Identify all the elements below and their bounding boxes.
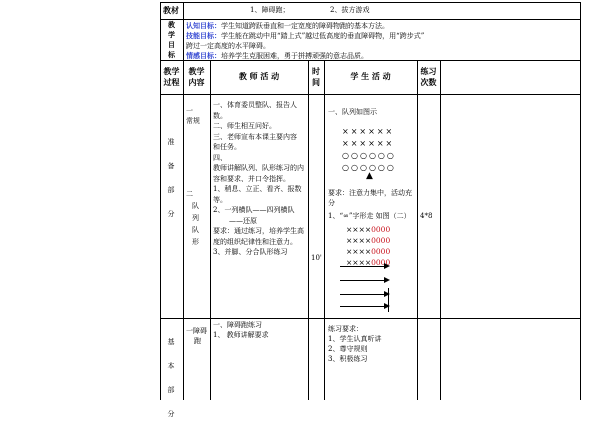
cross-row (346, 224, 390, 235)
objectives-list (186, 21, 576, 61)
objective-label: 情感目标： (186, 51, 221, 60)
formation-row: ○○○○○○ (342, 163, 396, 172)
col-header-count (417, 66, 440, 88)
circle-marks: 0000 (371, 225, 391, 234)
teacher-line: 容和要求、并口令指挥。 (213, 174, 290, 183)
stage-basic (165, 330, 177, 426)
title-label: 教材 (163, 5, 179, 15)
content-text: 队 (192, 226, 199, 234)
teacher-line: 数。 (213, 111, 227, 120)
prep-teacher-activity (213, 100, 307, 258)
objective-text: 跨过一定高度的水平障碍。 (186, 42, 270, 50)
teacher-line: 三、老师宣布本课主要内容 (213, 132, 297, 141)
stage-char: 部 (167, 186, 175, 194)
cross-marks: ×××× (346, 258, 372, 267)
col-line-6 (440, 60, 441, 400)
stage-char: 分 (167, 410, 175, 418)
teacher-line: 1、 教师讲解要求 (213, 331, 269, 339)
col-line-3 (308, 60, 309, 400)
teacher-line: 四、 (213, 153, 227, 162)
header-text: 间 (312, 77, 320, 87)
student-line: 2、尊守规则 (328, 345, 368, 353)
col-line-7 (580, 2, 581, 400)
header-text: 过程 (163, 77, 180, 87)
teacher-line: 要求：通过练习，培养学生高 (213, 227, 304, 235)
border-top (160, 2, 580, 3)
col-line-2 (210, 60, 211, 400)
teacher-line: 等。 (213, 195, 227, 204)
header-text: 内容 (188, 77, 205, 87)
formation-row: ○○○○○○ (342, 151, 396, 160)
side-char: 学 (168, 30, 175, 39)
teacher-line: 二、师生相互问好。 (213, 122, 276, 130)
header-text: 教学 (188, 66, 205, 76)
teacher-line: 教师讲解队列、队形练习的内 (213, 164, 304, 172)
content-text: 一障碍 (186, 327, 207, 335)
teacher-line: 1、稍息、立正、看齐、报数 (213, 185, 302, 193)
basic-student-activity (328, 324, 381, 364)
stage-char: 备 (167, 162, 175, 170)
col-header-time (308, 66, 324, 88)
cross-row (346, 235, 390, 246)
objective-text: 培养学生克服困难，勇于拼搏顽强的意志品质。 (221, 52, 368, 60)
formation-row: ×××××× (342, 127, 395, 136)
circle-marks: 0000 (371, 247, 391, 256)
header-text: 时 (312, 66, 320, 76)
student-line: 1、学生认真听讲 (328, 335, 382, 343)
stage-char: 准 (167, 138, 175, 146)
student-formation-title: 一、队列如图示 (328, 108, 377, 116)
content-text: 跑 (194, 337, 201, 345)
arrow-connector-icon (388, 288, 389, 312)
side-char: 目 (168, 40, 175, 49)
border-row1 (160, 19, 580, 20)
circle-marks: 0000 (371, 258, 391, 267)
content-text: 队 (192, 202, 199, 210)
arrow-right-icon (340, 280, 388, 281)
teacher-line: 一、障碍跑练习 (213, 321, 262, 329)
objectives-side-label (160, 20, 183, 60)
teacher-line: 和任务。 (213, 143, 241, 151)
col-line-5 (417, 60, 418, 400)
col-header-teacher: 教 师 活 动 (238, 71, 280, 81)
cross-marks: ×××× (346, 247, 372, 256)
arrow-right-icon (340, 306, 388, 307)
stage-char: 部 (167, 386, 175, 394)
cross-row (346, 246, 390, 257)
objective-label: 认知目标： (186, 21, 221, 30)
prep-count: 4*8 (420, 212, 433, 220)
arrow-right-icon (340, 266, 388, 267)
teacher-triangle-icon: ▲ (366, 171, 373, 181)
side-char: 教 (168, 20, 175, 29)
stage-prep (165, 130, 177, 226)
requirement-line: 要求：注意力集中，活动充 (328, 189, 412, 197)
header-text: 教学 (163, 66, 180, 76)
stage-char: 分 (167, 210, 175, 218)
teacher-line: 度的组织纪律性和注意力。 (213, 237, 297, 246)
circle-marks: 0000 (371, 236, 391, 245)
content-text: 列 (192, 214, 199, 222)
basic-teacher-activity (213, 320, 269, 340)
content-text: 一 (186, 107, 193, 115)
teacher-line: 3、并脚、分合队形练习 (213, 248, 288, 256)
col-header-process (160, 66, 183, 88)
content-text: 常规 (186, 117, 200, 125)
formation-row: ×××××× (342, 139, 395, 148)
objective-item (186, 41, 576, 51)
cross-marks: ×××× (346, 236, 372, 245)
objective-item (186, 31, 576, 41)
header-text: 次数 (420, 77, 437, 87)
student-requirement (328, 188, 412, 208)
objective-item (186, 51, 576, 61)
objective-label: 技能目标： (186, 31, 221, 40)
header-text: 练习 (420, 66, 437, 76)
cross-formation (346, 224, 390, 268)
formation-diagram (342, 126, 396, 174)
student-line: 3、积极练习 (328, 355, 368, 363)
col-line-0 (160, 2, 161, 400)
side-char: 标 (168, 50, 175, 59)
prep-content-2 (186, 188, 199, 248)
border-row3 (160, 94, 580, 95)
teacher-line: 一、体育委员整队、报告人 (213, 101, 297, 109)
objective-item (186, 21, 576, 31)
col-line-1 (183, 2, 184, 400)
material-item-1: 1、障碍跑； (250, 6, 290, 14)
basic-content (186, 326, 207, 346)
material-item-2: 2、拔方游戏 (330, 6, 370, 14)
figure-caption: 1、“∞”字形走 如图（二） (328, 212, 411, 220)
objective-text: 学生知道跨跃垂直和一定宽度的障碍物跑的基本方法。 (221, 22, 389, 30)
col-header-student: 学 生 活 动 (350, 71, 391, 81)
stage-char: 本 (167, 362, 175, 370)
stage-char: 基 (167, 338, 175, 346)
col-header-content (183, 66, 210, 88)
prep-time: 10' (311, 254, 322, 262)
student-line: 练习要求： (328, 325, 363, 333)
teacher-line: ——还原 (229, 216, 257, 225)
requirement-line: 分 (328, 199, 335, 207)
col-line-4 (324, 60, 325, 400)
teacher-line: 2、一列横队——四列横队 (213, 206, 295, 214)
arrow-right-icon (340, 294, 388, 295)
prep-content-1 (186, 106, 200, 126)
content-text: 二 (186, 190, 193, 198)
objective-text: 学生能在跳动中用“踏上式”越过低高度的垂直障碍物，用“跨步式” (221, 32, 425, 40)
border-row4 (160, 318, 580, 319)
cross-marks: ×××× (346, 225, 372, 234)
content-text: 形 (192, 238, 199, 246)
